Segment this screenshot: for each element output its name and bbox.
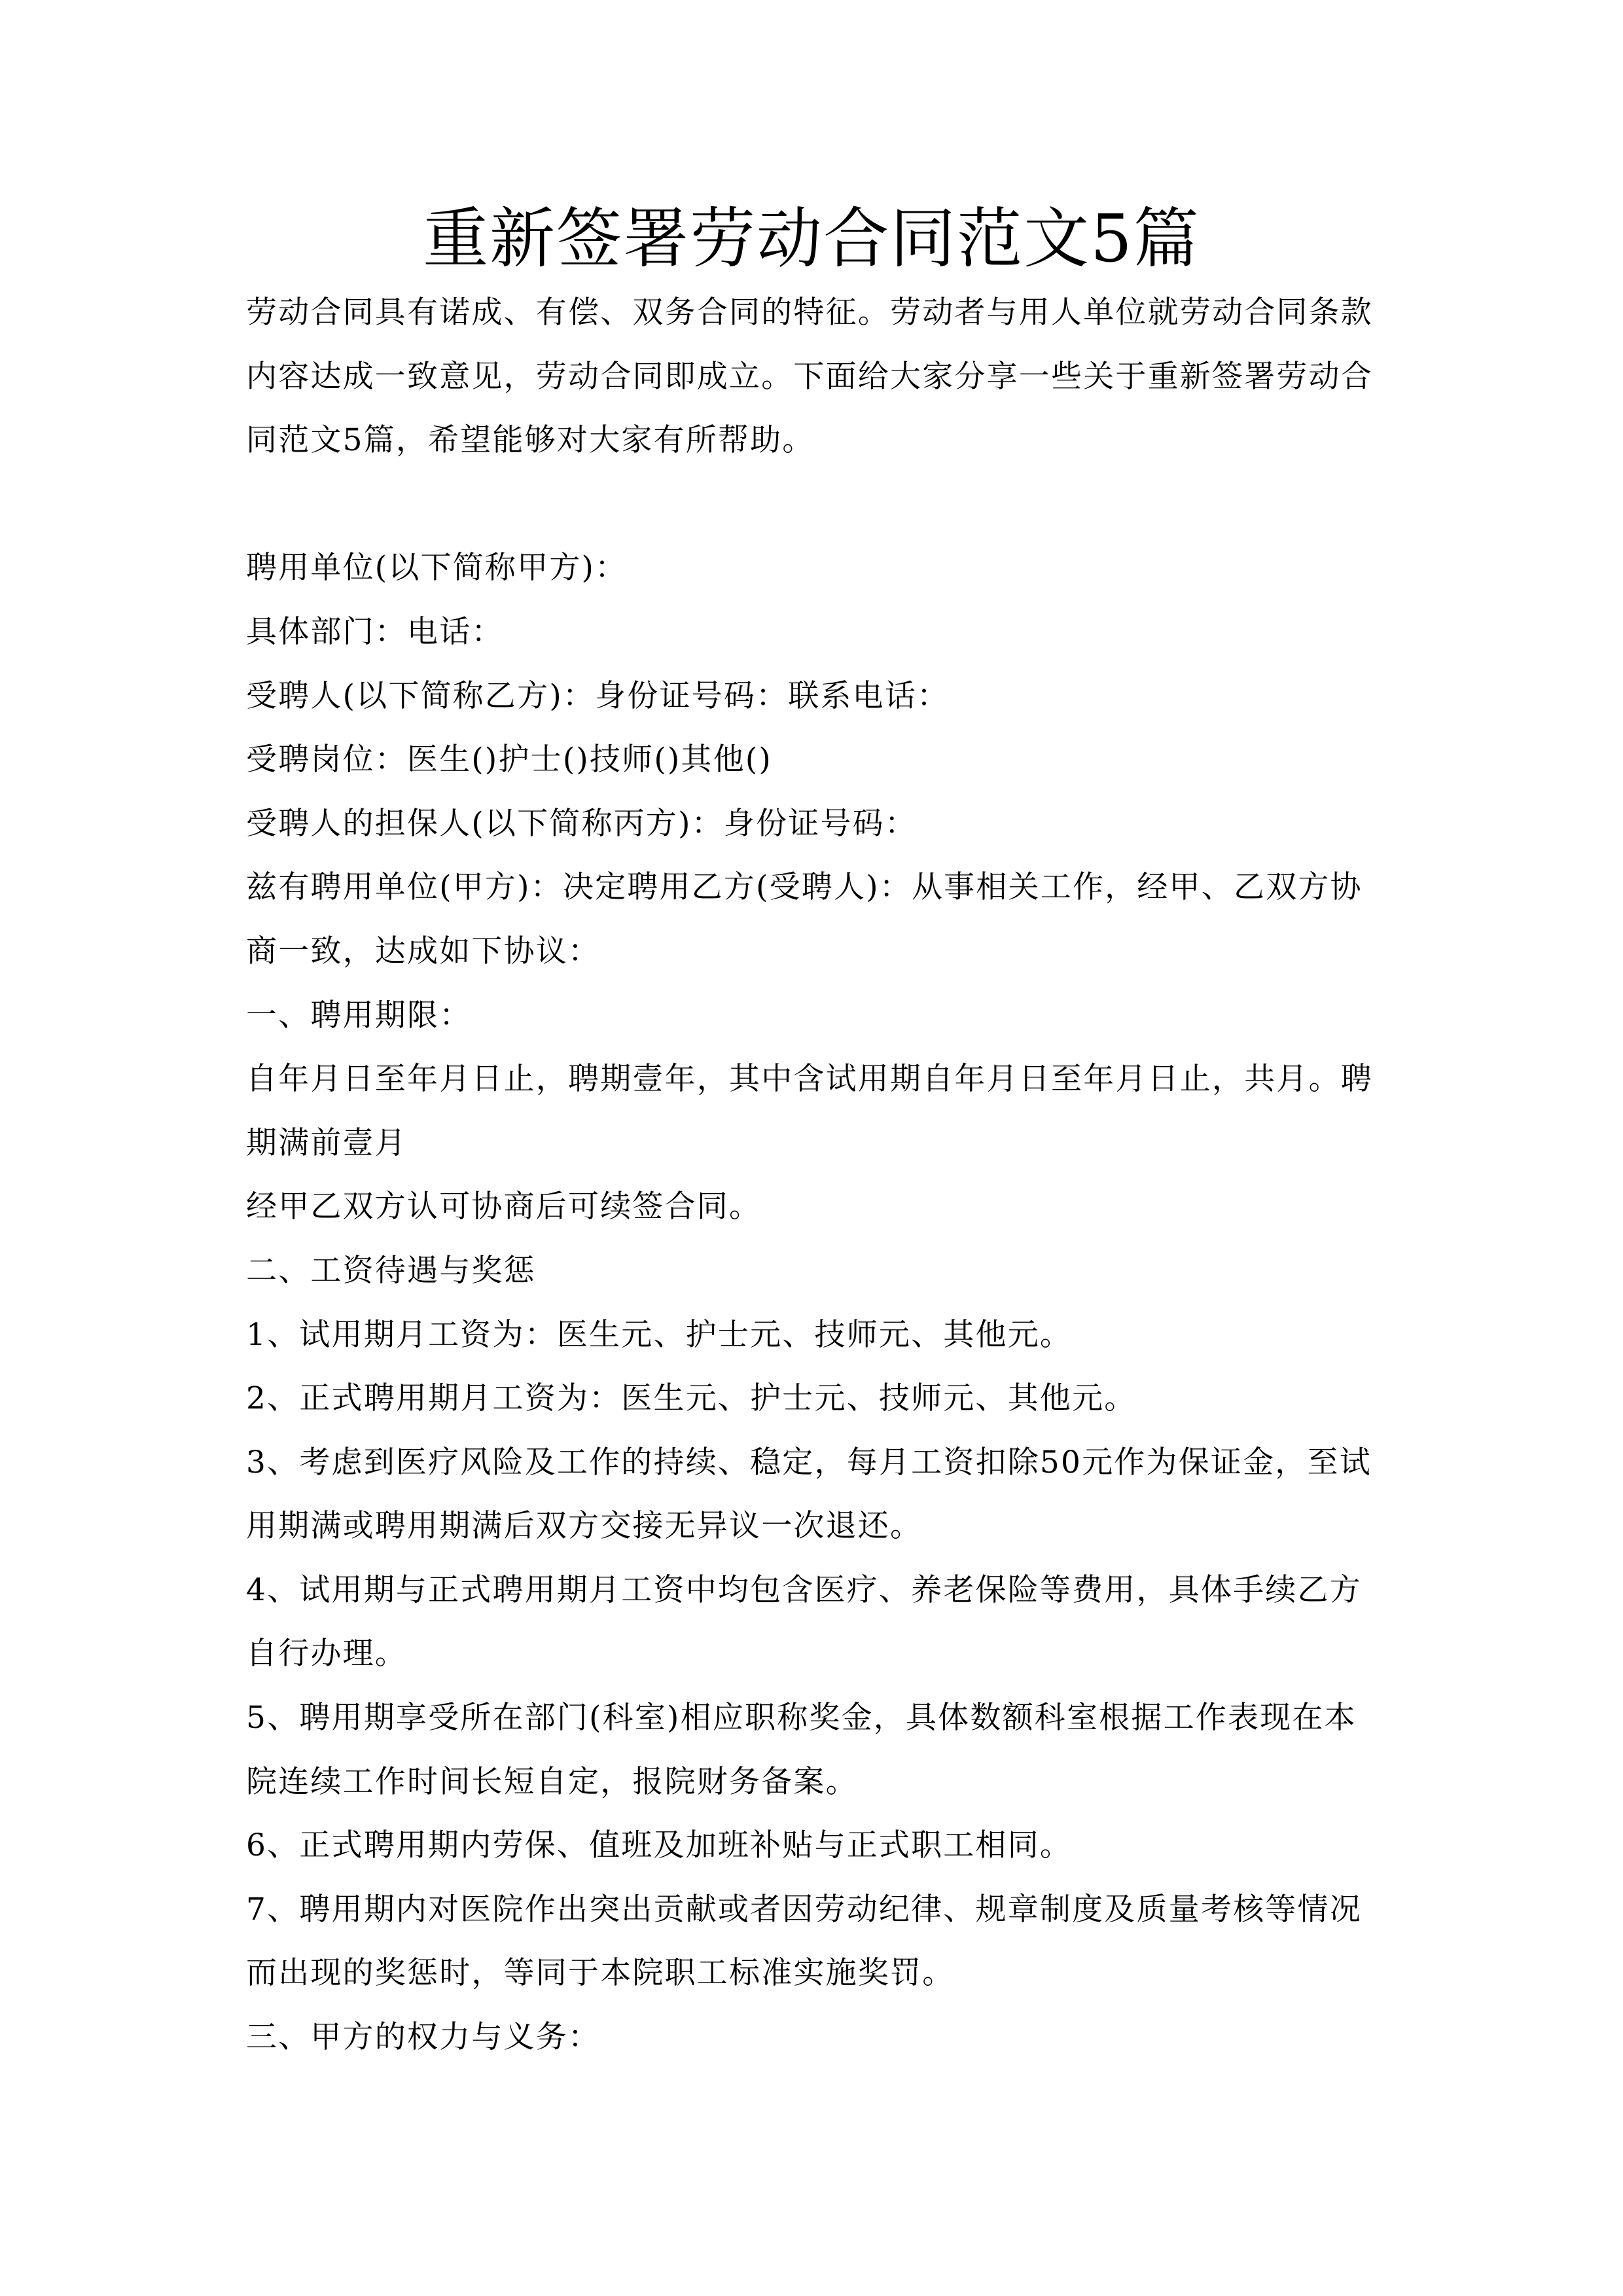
intro-line: 内容达成一致意见，劳动合同即成立。下面给大家分享一些关于重新签署劳动合 bbox=[246, 358, 1373, 395]
position-field: 受聘岗位：医生()护士()技师()其他() bbox=[246, 742, 772, 778]
section1-line: 自年月日至年月日止，聘期壹年，其中含试用期自年月日至年月日止，共月。聘 bbox=[246, 1061, 1373, 1098]
clause-line: 而出现的奖惩时，等同于本院职工标准实施奖罚。 bbox=[246, 1955, 955, 1992]
section1-line: 期满前壹月 bbox=[246, 1124, 407, 1161]
clause-line: 6、正式聘用期内劳保、值班及加班补贴与正式职工相同。 bbox=[246, 1827, 1073, 1864]
section-heading-term: 一、聘用期限： bbox=[246, 997, 472, 1033]
clause-line: 院连续工作时间长短自定，报院财务备案。 bbox=[246, 1763, 858, 1800]
clause-line: 5、聘用期享受所在部门(科室)相应职称奖金，具体数额科室根据工作表现在本 bbox=[246, 1700, 1357, 1736]
clause-line: 7、聘用期内对医院作出突出贡献或者因劳动纪律、规章制度及质量考核等情况 bbox=[246, 1891, 1362, 1928]
intro-line: 劳动合同具有诺成、有偿、双务合同的特征。劳动者与用人单位就劳动合同条款 bbox=[246, 295, 1373, 331]
preamble-line: 兹有聘用单位(甲方)：决定聘用乙方(受聘人)：从事相关工作，经甲、乙双方协 bbox=[246, 869, 1363, 906]
clause-line: 自行办理。 bbox=[246, 1636, 407, 1672]
clause-line: 用期满或聘用期满后双方交接无异议一次退还。 bbox=[246, 1508, 923, 1545]
employee-field: 受聘人(以下简称乙方)：身份证号码：联系电话： bbox=[246, 677, 950, 714]
employer-field: 聘用单位(以下简称甲方)： bbox=[246, 550, 628, 586]
department-phone-field: 具体部门：电话： bbox=[246, 613, 504, 650]
document-title: 重新签署劳动合同范文5篇 bbox=[423, 200, 1200, 277]
section1-line: 经甲乙双方认可协商后可续签合同。 bbox=[246, 1189, 762, 1225]
clause-line: 3、考虑到医疗风险及工作的持续、稳定，每月工资扣除50元作为保证金，至试 bbox=[246, 1444, 1372, 1480]
guarantor-field: 受聘人的担保人(以下简称丙方)：身份证号码： bbox=[246, 805, 918, 842]
document-body bbox=[246, 293, 1385, 2082]
preamble-line: 商一致，达成如下协议： bbox=[246, 933, 601, 969]
clause-line: 1、试用期月工资为：医生元、护士元、技师元、其他元。 bbox=[246, 1316, 1073, 1353]
clause-line: 2、正式聘用期月工资为：医生元、护士元、技师元、其他元。 bbox=[246, 1380, 1137, 1417]
clause-line: 4、试用期与正式聘用期月工资中均包含医疗、养老保险等费用，具体手续乙方 bbox=[246, 1571, 1362, 1608]
section-heading-salary: 二、工资待遇与奖惩 bbox=[246, 1252, 536, 1289]
section-heading-employer-rights: 三、甲方的权力与义务： bbox=[246, 2019, 601, 2056]
intro-line: 同范文5篇，希望能够对大家有所帮助。 bbox=[246, 422, 815, 459]
spacer bbox=[246, 485, 1385, 549]
